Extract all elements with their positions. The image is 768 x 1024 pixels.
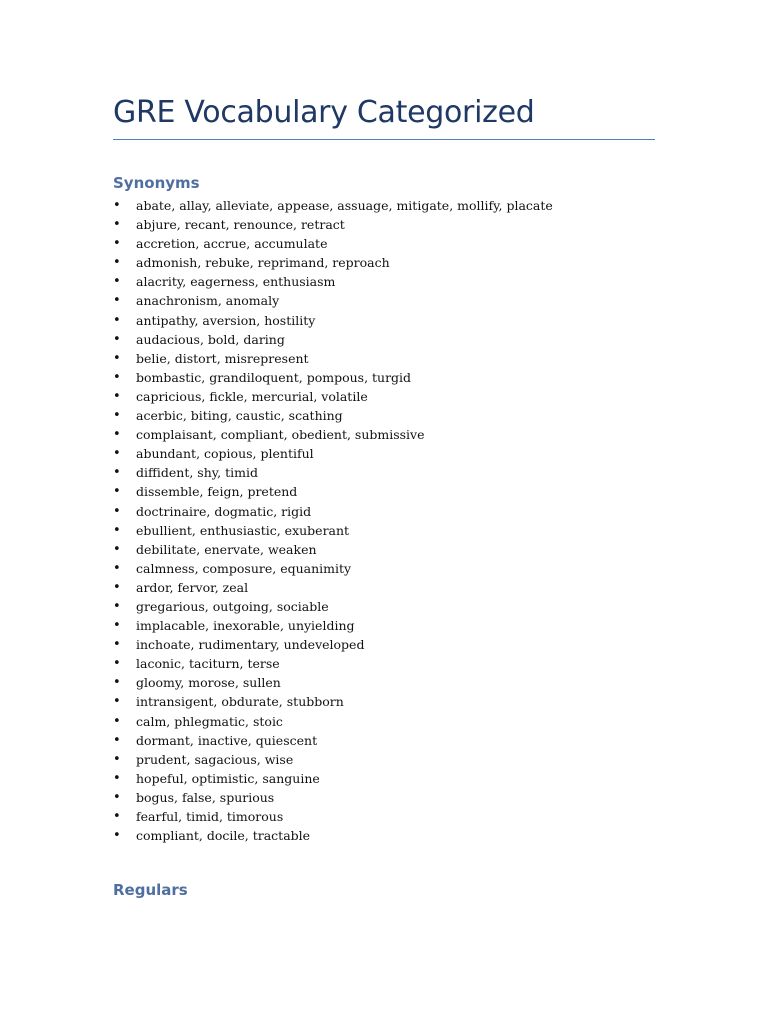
bullet-icon: • — [113, 446, 121, 462]
bullet-icon: • — [113, 198, 121, 213]
bullet-icon: • — [113, 217, 121, 233]
list-item-text: intransigent, obdurate, stubborn — [136, 694, 344, 710]
bullet-icon: • — [113, 503, 121, 519]
bullet-icon: • — [113, 828, 121, 844]
list-item-text: compliant, docile, tractable — [136, 828, 311, 844]
list-item-text: bombastic, grandiloquent, pompous, turgid — [136, 369, 412, 385]
list-item-text: gloomy, morose, sullen — [136, 675, 281, 691]
bullet-icon: • — [113, 598, 121, 614]
bullet-icon: • — [113, 675, 121, 691]
list-item-text: doctrinaire, dogmatic, rigid — [136, 503, 312, 519]
bullet-icon: • — [113, 809, 121, 824]
list-item-text: antipathy, aversion, hostility — [136, 312, 316, 328]
list-item-text: diffident, shy, timid — [136, 465, 258, 481]
list-item-text: belie, distort, misrepresent — [136, 350, 309, 366]
bullet-icon: • — [113, 789, 121, 805]
bullet-icon: • — [113, 369, 121, 385]
bullet-icon: • — [113, 350, 121, 366]
bullet-icon: • — [113, 274, 121, 290]
list-item-text: dissemble, feign, pretend — [136, 484, 298, 500]
bullet-icon: • — [113, 465, 121, 481]
document-title: GRE Vocabulary Categorized — [113, 95, 535, 130]
bullet-icon: • — [113, 618, 121, 634]
list-item-text: acerbic, biting, caustic, scathing — [136, 408, 343, 424]
bullet-icon: • — [113, 331, 121, 347]
list-item-text: audacious, bold, daring — [136, 331, 285, 347]
list-item-text: abate, allay, alleviate, appease, assuage, mitigate, mollify, placate — [136, 198, 553, 213]
bullet-icon: • — [113, 560, 121, 576]
bullet-icon: • — [113, 541, 121, 557]
list-item-text: ebullient, enthusiastic, exuberant — [136, 522, 350, 538]
bullet-icon: • — [113, 312, 121, 328]
bullet-icon: • — [113, 637, 121, 653]
list-item-text: complaisant, compliant, obedient, submissive — [136, 427, 425, 443]
bullet-icon: • — [113, 751, 121, 767]
list-item-text: dormant, inactive, quiescent — [136, 732, 318, 748]
list-item-text: fearful, timid, timorous — [136, 809, 284, 824]
list-item-text: implacable, inexorable, unyielding — [136, 618, 355, 634]
bullet-icon: • — [113, 255, 121, 271]
bullet-icon: • — [113, 694, 121, 710]
bullet-icon: • — [113, 293, 121, 309]
list-item-text: capricious, fickle, mercurial, volatile — [136, 388, 368, 404]
bullet-icon: • — [113, 770, 121, 786]
bullet-icon: • — [113, 484, 121, 500]
list-item-text: calmness, composure, equanimity — [136, 560, 352, 576]
list-item-text: prudent, sagacious, wise — [136, 751, 294, 767]
list-item-text: bogus, false, spurious — [136, 789, 275, 805]
section-heading-regulars: Regulars — [113, 881, 188, 899]
bullet-icon: • — [113, 522, 121, 538]
bullet-icon: • — [113, 732, 121, 748]
bullet-icon: • — [113, 427, 121, 443]
bullet-icon: • — [113, 713, 121, 729]
list-item-text: alacrity, eagerness, enthusiasm — [136, 274, 336, 290]
list-item-text: ardor, fervor, zeal — [136, 579, 249, 595]
bullet-icon: • — [113, 408, 121, 424]
list-item-text: gregarious, outgoing, sociable — [136, 598, 329, 614]
bullet-icon: • — [113, 656, 121, 672]
list-item-text: laconic, taciturn, terse — [136, 656, 280, 672]
list-item-text: abundant, copious, plentiful — [136, 446, 314, 462]
list-item-text: calm, phlegmatic, stoic — [136, 713, 283, 729]
bullet-icon: • — [113, 388, 121, 404]
list-item-text: abjure, recant, renounce, retract — [136, 217, 345, 233]
list-item-text: hopeful, optimistic, sanguine — [136, 770, 320, 786]
title-underline-rule — [113, 139, 655, 140]
list-item-text: debilitate, enervate, weaken — [136, 541, 317, 557]
list-item-text: anachronism, anomaly — [136, 293, 280, 309]
list-item-text: accretion, accrue, accumulate — [136, 236, 328, 252]
bullet-icon: • — [113, 579, 121, 595]
list-item-text: admonish, rebuke, reprimand, reproach — [136, 255, 390, 271]
bullet-icon: • — [113, 236, 121, 252]
list-item-text: inchoate, rudimentary, undeveloped — [136, 637, 365, 653]
section-heading-synonyms: Synonyms — [113, 174, 200, 192]
